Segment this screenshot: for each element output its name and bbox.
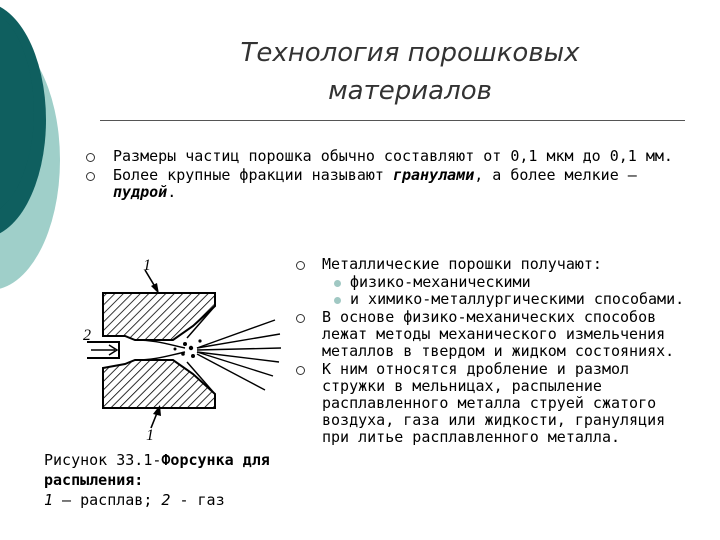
label-left: 2 [83,327,91,344]
term-powder: пудрой [113,183,168,201]
droplets [174,339,202,358]
top-bullet-list [86,148,686,203]
bullet-ring-icon [296,314,305,323]
sub-text: и химико-металлургическими способами. [350,290,685,308]
bullet-ring-icon [296,366,305,375]
sub-text: физико-механическими [350,273,531,291]
caption-title: Форсунка для распыления: [44,451,270,489]
caption-text-2: - газ [170,491,225,509]
bullet-particle-size [86,148,686,165]
title-line-1: Технология порошковых [240,38,580,68]
bullet-methods [296,309,701,360]
sub-item-physical [296,274,701,291]
caption-num-1: 1 [44,491,54,509]
bullet-dot-icon [334,280,341,287]
bullet-text-mid: , а более мелкие – [474,166,637,184]
bullet-dot-icon [334,297,341,304]
caption-num-2: 2 [161,491,171,509]
term-granules: гранулами [392,166,475,184]
nozzle-figure [75,248,290,443]
label-top: 1 [143,257,151,274]
bullet-text: Размеры частиц порошка обычно составляют от 0,1 мкм до 0,1 мм. [113,147,673,165]
label-bottom: 1 [146,427,154,443]
bullet-ring-icon [296,261,305,270]
bullet-text-pre: Более крупные фракции называют [113,166,393,184]
bullet-powders-obtained [296,256,701,273]
bullet-text: Металлические порошки получают: [322,255,602,273]
page-title [200,34,620,110]
bullet-fractions [86,167,686,201]
caption-prefix: Рисунок 33.1- [44,451,162,469]
sub-item-chemical [296,291,701,308]
bullet-text: К ним относятся дробление и размол стружки в мельницах, распыление расплавленного металла струей сжатого воздуха, газа или жидкости, грануляция при литье расплавленного металла. [322,360,666,446]
decorative-circles [0,0,60,300]
caption-text-1: – расплав; [53,491,162,509]
bullet-ring-icon [86,172,95,181]
bullet-text: В основе физико-механических способов лежат методы механического измельчения металлов в твердом и жидком состояниях. [322,308,675,360]
spray-lines [197,320,281,390]
bullet-crushing [296,361,701,446]
bullet-text-post: . [167,183,177,201]
right-bullet-list [296,256,701,447]
title-line-2: материалов [328,76,492,106]
title-divider [100,120,685,121]
bullet-ring-icon [86,153,95,162]
figure-caption [44,450,294,510]
